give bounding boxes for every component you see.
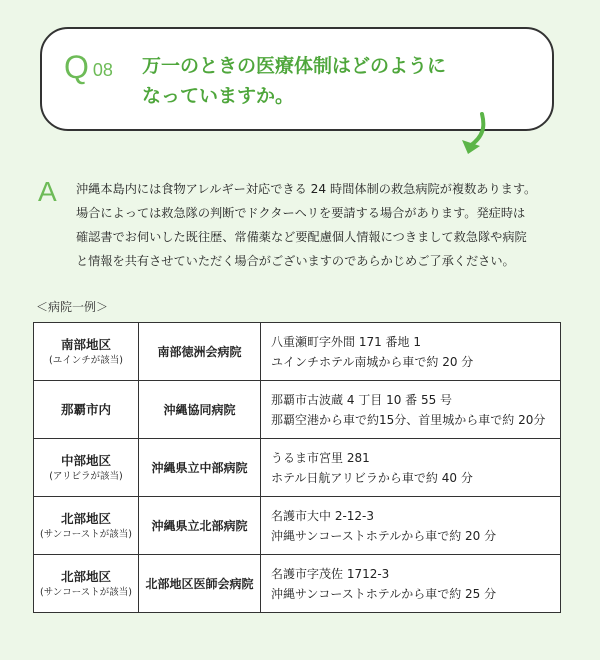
table-row xyxy=(34,381,561,439)
question-number-digits: 08 xyxy=(92,60,113,80)
area-cell xyxy=(34,439,139,497)
hospital-access: ホテル日航アリビラから車で約 40 分 xyxy=(271,470,473,485)
hospital-name: 北部地区医師会病院 xyxy=(139,555,261,613)
hospital-access: 沖縄サンコーストホテルから車で約 25 分 xyxy=(271,586,497,601)
area-name: 中部地区 xyxy=(60,452,111,468)
hospital-list-title: ＜病院一例＞ xyxy=(36,300,109,314)
table-row xyxy=(34,439,561,497)
answer-text: 沖縄本島内には食物アレルギー対応できる 24 時間体制の救急病院が複数あります。 場合によっては救急隊の判断でドクターヘリを要請する場合があります。発症時は 確認書でお伺いした既往歴、常備薬など要配慮個人情報につきまして救急隊や病院 と情報を共有させていただく場合がございますのであらかじめご了承ください。 xyxy=(76,182,537,268)
hospital-access: 沖縄サンコーストホテルから車で約 20 分 xyxy=(271,528,497,543)
hospital-address: 名護市字茂佐 1712-3 xyxy=(271,566,390,581)
hospital-name: 沖縄県立中部病院 xyxy=(139,439,261,497)
table-row xyxy=(34,555,561,613)
hospital-address: 那覇市古波蔵 4 丁目 10 番 55 号 xyxy=(271,392,453,407)
question-number xyxy=(64,51,113,86)
curved-arrow-down-icon xyxy=(458,112,492,160)
hospital-address: 八重瀬町字外間 171 番地 1 xyxy=(271,334,421,349)
hospital-info xyxy=(261,323,561,381)
question-title-line1: 万一のときの医療体制はどのように xyxy=(142,55,447,77)
area-cell xyxy=(34,555,139,613)
hospital-name: 沖縄協同病院 xyxy=(139,381,261,439)
table-row xyxy=(34,323,561,381)
area-cell xyxy=(34,323,139,381)
area-cell xyxy=(34,381,139,439)
area-name: 那覇市内 xyxy=(60,401,111,417)
area-name: 南部地区 xyxy=(60,336,111,352)
hospital-address: 名護市大中 2-12-3 xyxy=(271,508,375,523)
area-name: 北部地区 xyxy=(60,510,111,526)
hospital-table xyxy=(33,322,561,613)
area-note: (ユインチが該当) xyxy=(49,354,123,366)
hospital-name: 南部徳洲会病院 xyxy=(139,323,261,381)
hospital-access: ユインチホテル南城から車で約 20 分 xyxy=(271,354,474,369)
area-name: 北部地区 xyxy=(60,568,111,584)
area-note: (サンコーストが該当) xyxy=(40,528,132,540)
area-cell xyxy=(34,497,139,555)
answer-label: A xyxy=(38,176,57,207)
question-title xyxy=(142,51,532,111)
hospital-info xyxy=(261,439,561,497)
question-prefix: Q xyxy=(64,49,89,85)
hospital-info xyxy=(261,381,561,439)
hospital-info xyxy=(261,555,561,613)
hospital-address: うるま市宮里 281 xyxy=(271,450,370,465)
area-note: (アリビラが該当) xyxy=(49,470,123,482)
question-title-line2: なっていますか。 xyxy=(142,85,295,107)
table-row xyxy=(34,497,561,555)
area-note: (サンコーストが該当) xyxy=(40,586,132,598)
hospital-name: 沖縄県立北部病院 xyxy=(139,497,261,555)
hospital-info xyxy=(261,497,561,555)
hospital-access: 那覇空港から車で約15分、首里城から車で約 20分 xyxy=(271,412,546,427)
